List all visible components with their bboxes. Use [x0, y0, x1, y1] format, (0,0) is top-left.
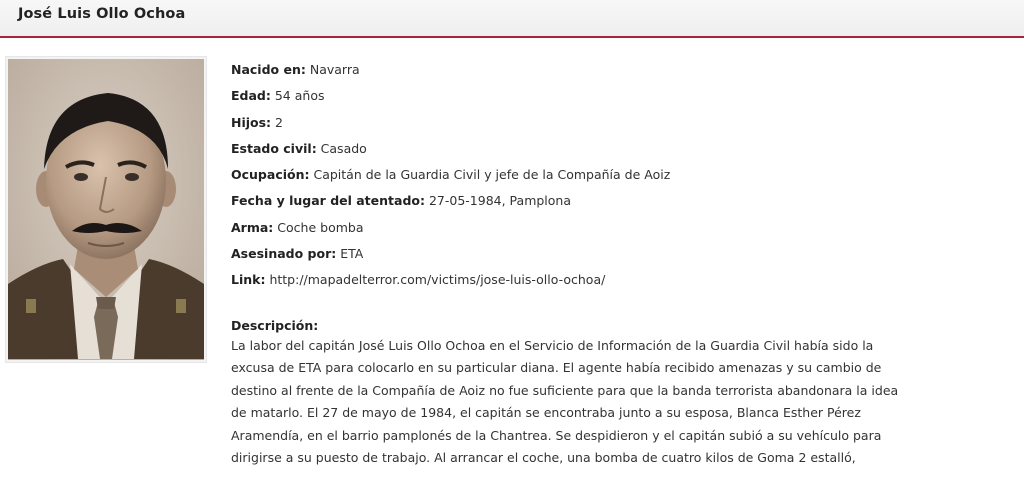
- victim-photo: [8, 59, 204, 360]
- field-estado-civil: [231, 136, 911, 162]
- field-label: Estado civil:: [231, 140, 317, 156]
- field-asesinado-por: [231, 241, 911, 267]
- victim-link[interactable]: http://mapadelterror.com/victims/jose-luis-ollo-ochoa/: [269, 272, 606, 288]
- field-nacido: [231, 57, 911, 83]
- field-value: ETA: [340, 246, 364, 262]
- page-title: José Luis Ollo Ochoa: [18, 6, 186, 22]
- field-label: Fecha y lugar del atentado:: [231, 193, 425, 209]
- field-fecha-lugar: [231, 188, 911, 214]
- field-value: Capitán de la Guardia Civil y jefe de la Compañía de Aoiz: [313, 167, 671, 183]
- field-label: Hijos:: [231, 114, 272, 130]
- field-label: Link:: [231, 272, 266, 288]
- field-edad: [231, 83, 911, 109]
- field-value: Casado: [320, 140, 367, 156]
- victim-photo-frame: [5, 56, 207, 363]
- field-link: [231, 267, 911, 293]
- description-label: Descripción:: [231, 318, 319, 333]
- field-value: Coche bomba: [277, 219, 364, 235]
- field-label: Nacido en:: [231, 62, 306, 77]
- field-value: 54 años: [274, 88, 325, 104]
- field-value: 27-05-1984, Pamplona: [428, 193, 572, 209]
- description-text: La labor del capitán José Luis Ollo Ochoa en el Servicio de Información de la Guardia Civil había sido la excusa de ETA para colocarlo en su particular diana. El agente había recibido amenazas y su cambio de destino al frente de la Compañía de Aoiz no fue suficiente para que la banda terrorista abandonara la idea de matarlo. El 27 de mayo de 1984, el capitán se encontraba junto a su esposa, Blanca Esther Pérez Aramendía, en el barrio pamplonés de la Chantrea. Se despidieron y el capitán subió a su vehículo para dirigirse a su puesto de trabajo. Al arrancar el coche, una bomba de cuatro kilos de Goma 2 estalló,: [231, 338, 899, 466]
- field-label: Asesinado por:: [231, 246, 337, 262]
- field-label: Edad:: [231, 88, 271, 104]
- victim-details: [231, 57, 911, 294]
- field-arma: [231, 215, 911, 241]
- field-value: 2: [275, 114, 283, 130]
- field-hijos: [231, 110, 911, 136]
- field-label: Ocupación:: [231, 167, 310, 183]
- page-header: [0, 0, 1024, 38]
- field-ocupacion: [231, 162, 911, 188]
- field-value: Navarra: [309, 62, 360, 77]
- field-label: Arma:: [231, 219, 274, 235]
